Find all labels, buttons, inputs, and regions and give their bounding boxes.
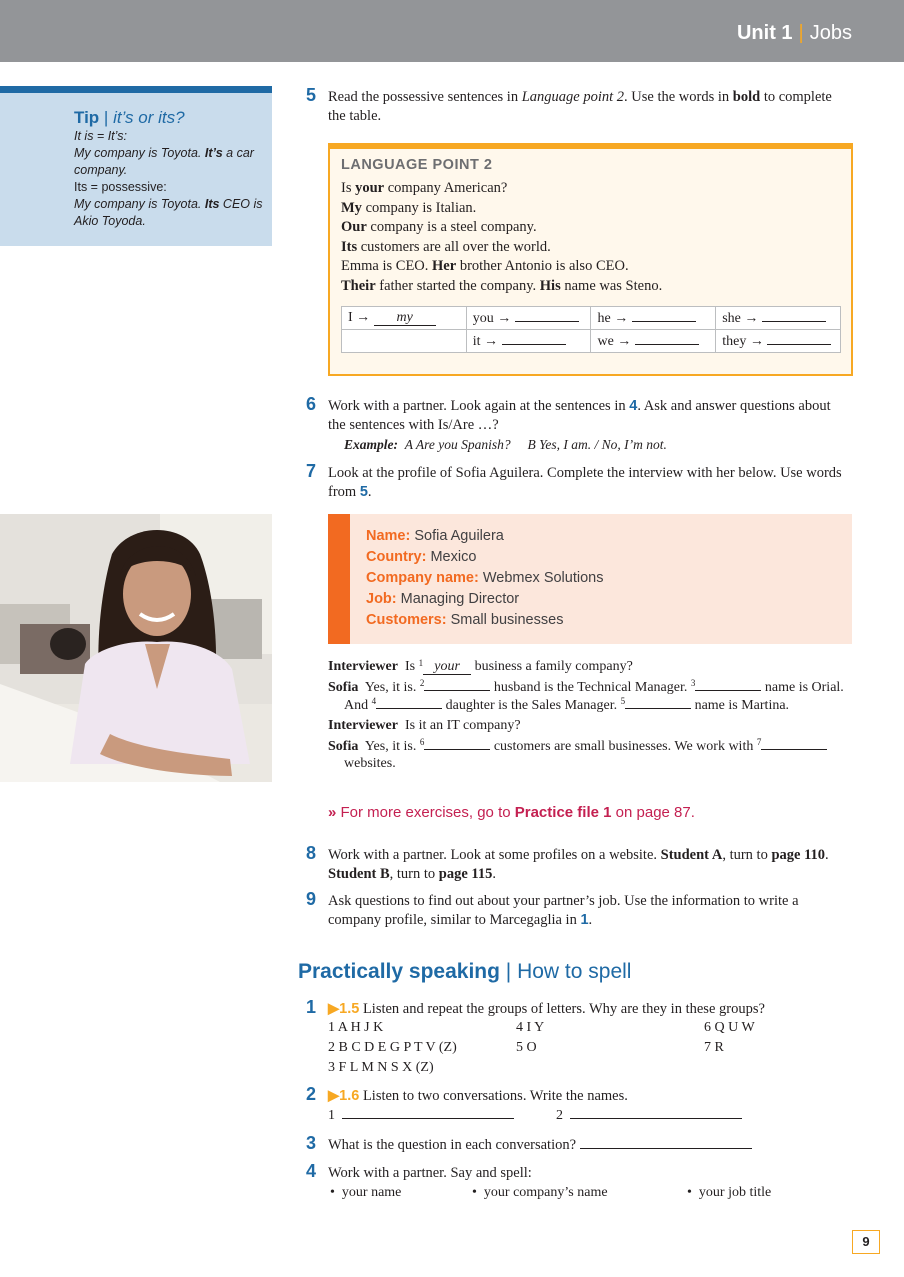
blank[interactable] xyxy=(625,696,691,709)
table-cell[interactable]: they → xyxy=(716,329,841,352)
letter-group: 1 A H J K xyxy=(328,1020,384,1035)
more-exercises-link[interactable]: » For more exercises, go to Practice file 1 on page 87. xyxy=(328,804,695,821)
language-point-box xyxy=(328,143,853,376)
exercise-number: 7 xyxy=(306,461,317,481)
letter-groups xyxy=(328,1018,457,1078)
bullet-item: • your name xyxy=(330,1185,402,1200)
example-line: Example: A Are you Spanish? B Yes, I am. / No, I’m not. xyxy=(344,437,667,452)
audio-play-icon[interactable]: ▶1.5 xyxy=(328,1001,360,1017)
unit-title: Unit 1 | Jobs xyxy=(736,22,852,44)
lp-line: Our company is a steel company. xyxy=(341,219,537,236)
tip-example: My company is Toyota. It’s a car company. xyxy=(74,146,254,177)
table-cell[interactable]: we → xyxy=(591,329,716,352)
exercise-number: 5 xyxy=(306,85,317,105)
dialogue-line: Sofia Yes, it is. $^6$ customers are small businesses. We work with $^7$ websites. xyxy=(328,737,848,772)
exercise-number: 9 xyxy=(306,889,317,909)
blank[interactable] xyxy=(580,1136,752,1149)
ps-exercise-4: 4 Work with a partner. Say and spell: xyxy=(306,1161,532,1181)
blank[interactable] xyxy=(761,737,827,750)
letter-group: 7 R xyxy=(704,1040,724,1055)
letter-groups xyxy=(704,1018,755,1058)
blank[interactable] xyxy=(342,1106,514,1119)
tip-box xyxy=(0,86,272,246)
ps-exercise-3: 3 What is the question in each conversation? xyxy=(328,1136,848,1155)
exercise-7: 7 Look at the profile of Sofia Aguilera. Complete the interview with her below. Use words from 5. xyxy=(306,461,842,500)
tip-title: Tip | it’s or its? xyxy=(74,108,185,127)
dialogue-line: Sofia Yes, it is. $^2$ husband is the Technical Manager. $^3$ name is Orial. And $^4$ daughter is the Sales Manager. $^5$ name is Martina. xyxy=(328,678,844,713)
dialogue-line: Interviewer Is $^1$ your business a family company? xyxy=(328,658,633,674)
profile-row: Job: Managing Director xyxy=(366,591,520,607)
bullet-item: • your company’s name xyxy=(472,1185,608,1200)
exercise-number: 3 xyxy=(306,1133,317,1153)
exercise-5: 5 Read the possessive sentences in Language point 2. Use the words in bold to complete the table. xyxy=(306,85,832,124)
table-cell[interactable]: she → xyxy=(716,306,841,329)
lp-line: Emma is CEO. Her brother Antonio is also CEO. xyxy=(341,258,629,275)
blank[interactable] xyxy=(695,678,761,691)
exercise-number: 8 xyxy=(306,843,317,863)
profile-row: Country: Mexico xyxy=(366,549,477,565)
lp-line: Its customers are all over the world. xyxy=(341,238,551,255)
letter-group: 3 F L M N S X (Z) xyxy=(328,1060,434,1075)
profile-row: Customers: Small businesses xyxy=(366,612,564,628)
table-cell[interactable]: I → my xyxy=(342,306,467,329)
blank[interactable] xyxy=(570,1106,742,1119)
tip-line: It is = It’s: xyxy=(74,129,127,143)
exercise-number: 6 xyxy=(306,394,317,414)
letter-group: 4 I Y xyxy=(516,1020,545,1035)
blank[interactable] xyxy=(424,737,490,750)
letter-group: 6 Q U W xyxy=(704,1020,755,1035)
photo-businesswoman xyxy=(0,514,272,782)
audio-play-icon[interactable]: ▶1.6 xyxy=(328,1088,360,1104)
lp-line: Their father started the company. His name was Steno. xyxy=(341,277,663,294)
ps-exercise-1: 1 ▶1.5 Listen and repeat the groups of letters. Why are they in these groups? xyxy=(306,997,765,1017)
exercise-number: 4 xyxy=(306,1161,317,1181)
possessive-table xyxy=(341,306,841,353)
language-point-heading: LANGUAGE POINT 2 xyxy=(341,157,493,173)
table-cell[interactable]: he → xyxy=(591,306,716,329)
profile-row: Name: Sofia Aguilera xyxy=(366,528,504,544)
profile-card xyxy=(328,514,852,644)
page-header xyxy=(0,0,904,62)
name-blank-1: 1 xyxy=(328,1106,514,1126)
letter-group: 5 O xyxy=(516,1040,537,1055)
table-cell[interactable]: you → xyxy=(466,306,591,329)
table-cell xyxy=(342,329,467,352)
lp-line: Is your company American? xyxy=(341,180,508,196)
tip-line: Its = possessive: xyxy=(74,180,167,194)
blank[interactable] xyxy=(376,696,442,709)
letter-group: 2 B C D E G P T V (Z) xyxy=(328,1040,457,1055)
tip-example: My company is Toyota. Its CEO is Akio Toyoda. xyxy=(74,197,263,228)
ps-exercise-2: 2 ▶1.6 Listen to two conversations. Write the names. xyxy=(306,1084,628,1104)
letter-groups xyxy=(516,1018,544,1058)
page-number: 9 xyxy=(852,1230,880,1254)
bullet-item: • your job title xyxy=(687,1185,772,1200)
table-cell[interactable]: it → xyxy=(466,329,591,352)
profile-row: Company name: Webmex Solutions xyxy=(366,570,604,586)
exercise-number: 1 xyxy=(306,997,317,1017)
practically-speaking-title: Practically speaking | How to spell xyxy=(298,960,632,983)
blank[interactable] xyxy=(424,678,490,691)
dialogue-line: Interviewer Is it an IT company? xyxy=(328,718,521,733)
exercise-6: 6 Work with a partner. Look again at the sentences in 4. Ask and answer questions about the sentences with Is/Are …? Example: A Are you Spanish? B Yes, I am. / No, I’m not. xyxy=(328,397,848,454)
lp-line: My company is Italian. xyxy=(341,199,477,216)
name-blank-2: 2 xyxy=(556,1106,742,1126)
exercise-8: 8 Work with a partner. Look at some profiles on a website. Student A, turn to page 110. Student B, turn to page 115. xyxy=(306,843,829,882)
exercise-9: 9 Ask questions to find out about your partner’s job. Use the information to write a company profile, similar to Marcegaglia in 1. xyxy=(306,889,799,928)
interview-dialogue xyxy=(328,658,848,772)
exercise-number: 2 xyxy=(306,1084,317,1104)
